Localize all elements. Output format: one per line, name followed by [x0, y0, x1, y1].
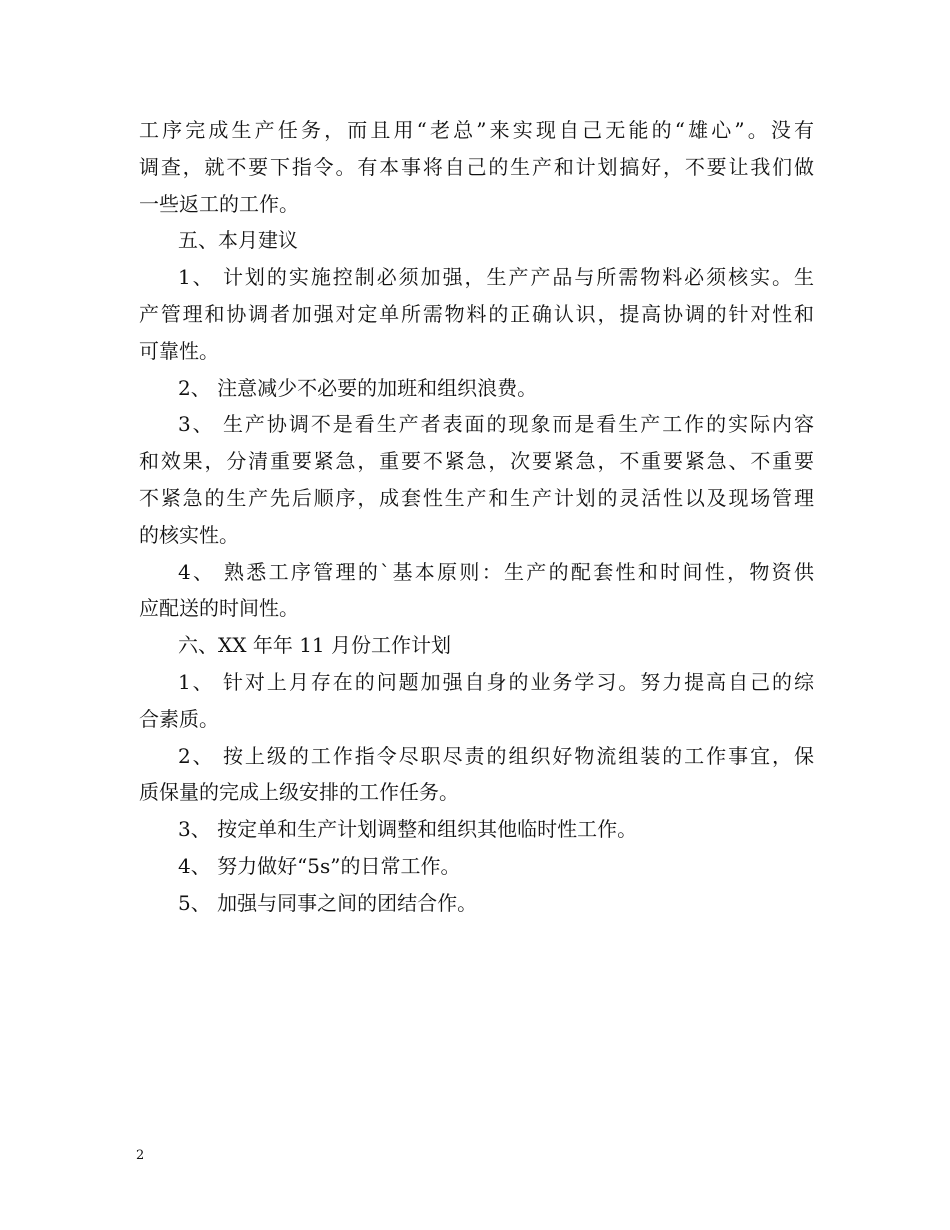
paragraph — [139, 738, 814, 812]
document-body — [139, 112, 814, 922]
paragraph — [139, 259, 814, 369]
text-line: 5、 加强与同事之间的团结合作。 — [178, 890, 478, 915]
paragraph — [139, 370, 814, 407]
paragraph — [139, 112, 814, 222]
text-line: 不紧急的生产先后顺序，成套性生产和生产计划的灵活性以及现场管理 — [139, 485, 814, 510]
text-line: 1、 计划的实施控制必须加强，生产产品与所需物料必须核实。生 — [178, 265, 814, 290]
paragraph — [139, 554, 814, 628]
text-line: 质保量的完成上级安排的工作任务。 — [139, 780, 459, 805]
page-number: 2 — [136, 1148, 145, 1163]
text-line: 的核实性。 — [139, 522, 239, 547]
text-line: 2、 按上级的工作指令尽职尽责的组织好物流组装的工作事宜，保 — [178, 743, 814, 768]
text-line: 应配送的时间性。 — [139, 596, 299, 621]
paragraph — [139, 664, 814, 738]
paragraph — [139, 885, 814, 922]
text-line: 4、 努力做好“5s”的日常工作。 — [178, 853, 461, 878]
text-line: 产管理和协调者加强对定单所需物料的正确认识，提高协调的针对性和 — [139, 301, 814, 326]
paragraph — [139, 406, 814, 553]
text-line: 工序完成生产任务，而且用“老总”来实现自己无能的“雄心”。没有 — [139, 118, 814, 142]
text-line: 五、本月建议 — [178, 228, 298, 253]
text-line: 调查，就不要下指令。有本事将自己的生产和计划搞好，不要让我们做 — [139, 154, 814, 179]
paragraph — [139, 222, 814, 259]
text-line: 1、 针对上月存在的问题加强自身的业务学习。努力提高自己的综 — [178, 669, 814, 694]
paragraph — [139, 811, 814, 848]
text-line: 可靠性。 — [139, 338, 219, 363]
text-line: 合素质。 — [139, 706, 219, 731]
text-line: 2、 注意减少不必要的加班和组织浪费。 — [178, 375, 538, 400]
text-line: 一些返工的工作。 — [139, 191, 299, 216]
text-line: 六、XX 年年 11 月份工作计划 — [178, 633, 451, 658]
text-line: 和效果，分清重要紧急，重要不紧急，次要紧急，不重要紧急、不重要 — [139, 449, 814, 474]
text-line: 3、 按定单和生产计划调整和组织其他临时性工作。 — [178, 817, 638, 842]
paragraph — [139, 848, 814, 885]
text-line: 3、 生产协调不是看生产者表面的现象而是看生产工作的实际内容 — [178, 412, 814, 437]
text-line: 4、 熟悉工序管理的`基本原则：生产的配套性和时间性，物资供 — [178, 559, 814, 584]
paragraph — [139, 627, 814, 664]
